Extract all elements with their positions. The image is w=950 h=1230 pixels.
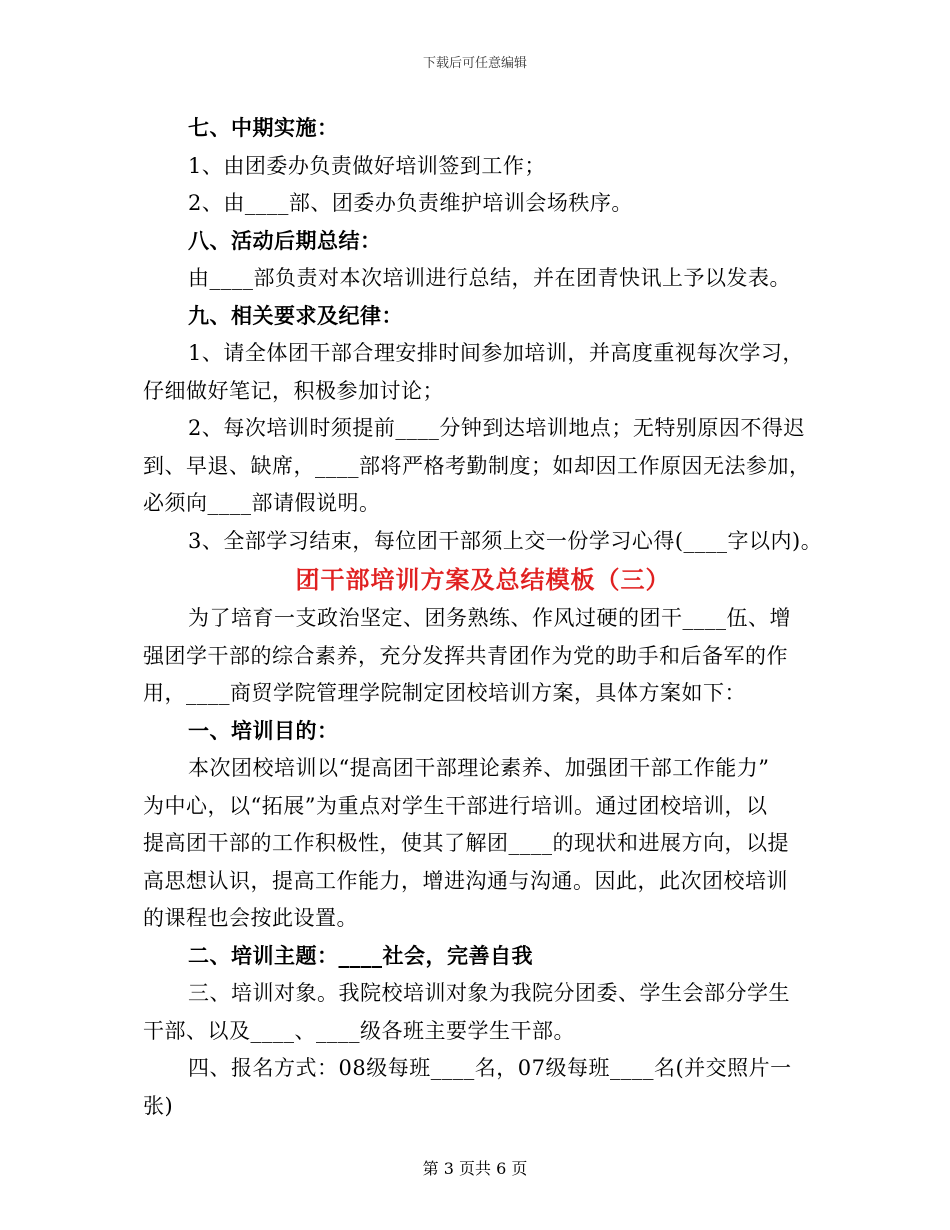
paragraph-line: 1、请全体团干部合理安排时间参加培训，并高度重视每次学习， <box>188 341 804 365</box>
paragraph-line: 用，____商贸学院管理学院制定团校培训方案，具体方案如下： <box>143 681 746 705</box>
paragraph-line: 由____部负责对本次培训进行总结，并在团青快讯上予以发表。 <box>188 266 791 290</box>
paragraph-line: 为了培育一支政治坚定、团务熟练、作风过硬的团干____伍、增 <box>188 606 791 630</box>
paragraph-line: 二、培训主题：____社会，完善自我 <box>188 943 533 968</box>
paragraph-line: 3、全部学习结束，每位团干部须上交一份学习心得(____字以内)。 <box>188 528 823 553</box>
paragraph-line: 七、中期实施： <box>188 116 339 140</box>
paragraph-line: 必须向____部请假说明。 <box>143 491 381 515</box>
paragraph-line: 提高团干部的工作积极性，使其了解团____的现状和进展方向，以提 <box>143 831 789 855</box>
paragraph-line: 干部、以及____、____级各班主要学生干部。 <box>143 1018 575 1043</box>
paragraph-line: 张) <box>143 1093 174 1118</box>
paragraph-line: 的课程也会按此设置。 <box>143 906 358 930</box>
paragraph-line: 高思想认识，提高工作能力，增进沟通与沟通。因此，此次团校培训 <box>143 868 788 893</box>
paragraph-line: 强团学干部的综合素养，充分发挥共青团作为党的助手和后备军的作 <box>143 643 788 668</box>
paragraph-line: 四、报名方式：08级每班____名，07级每班____名(并交照片一 <box>188 1056 792 1080</box>
paragraph-line: 九、相关要求及纪律： <box>188 303 403 328</box>
document-body <box>143 110 823 1125</box>
paragraph-line: 八、活动后期总结： <box>188 228 382 253</box>
paragraph-line: 一、培训目的： <box>188 718 339 743</box>
paragraph-line: 到、早退、缺席，____部将严格考勤制度；如却因工作原因无法参加， <box>143 453 811 478</box>
paragraph-line: 2、每次培训时须提前____分钟到达培训地点；无特别原因不得迟 <box>188 416 805 440</box>
section-title: 团干部培训方案及总结模板（三） <box>295 566 671 594</box>
paragraph-line: 1、由团委办负责做好培训签到工作； <box>188 153 546 178</box>
paragraph-line: 本次团校培训以“提高团干部理论素养、加强团干部工作能力” <box>188 756 770 780</box>
paragraph-line: 仔细做好笔记，积极参加讨论； <box>143 378 444 403</box>
paragraph-line: 三、培训对象。我院校培训对象为我院分团委、学生会部分学生 <box>188 981 790 1005</box>
paragraph-line: 为中心，以“拓展”为重点对学生干部进行培训。通过团校培训，以 <box>143 793 768 818</box>
paragraph-line: 2、由____部、团委办负责维护培训会场秩序。 <box>188 191 633 215</box>
page-header: 下载后可任意编辑 <box>422 56 527 71</box>
page-footer: 第 3 页共 6 页 <box>422 1159 528 1178</box>
